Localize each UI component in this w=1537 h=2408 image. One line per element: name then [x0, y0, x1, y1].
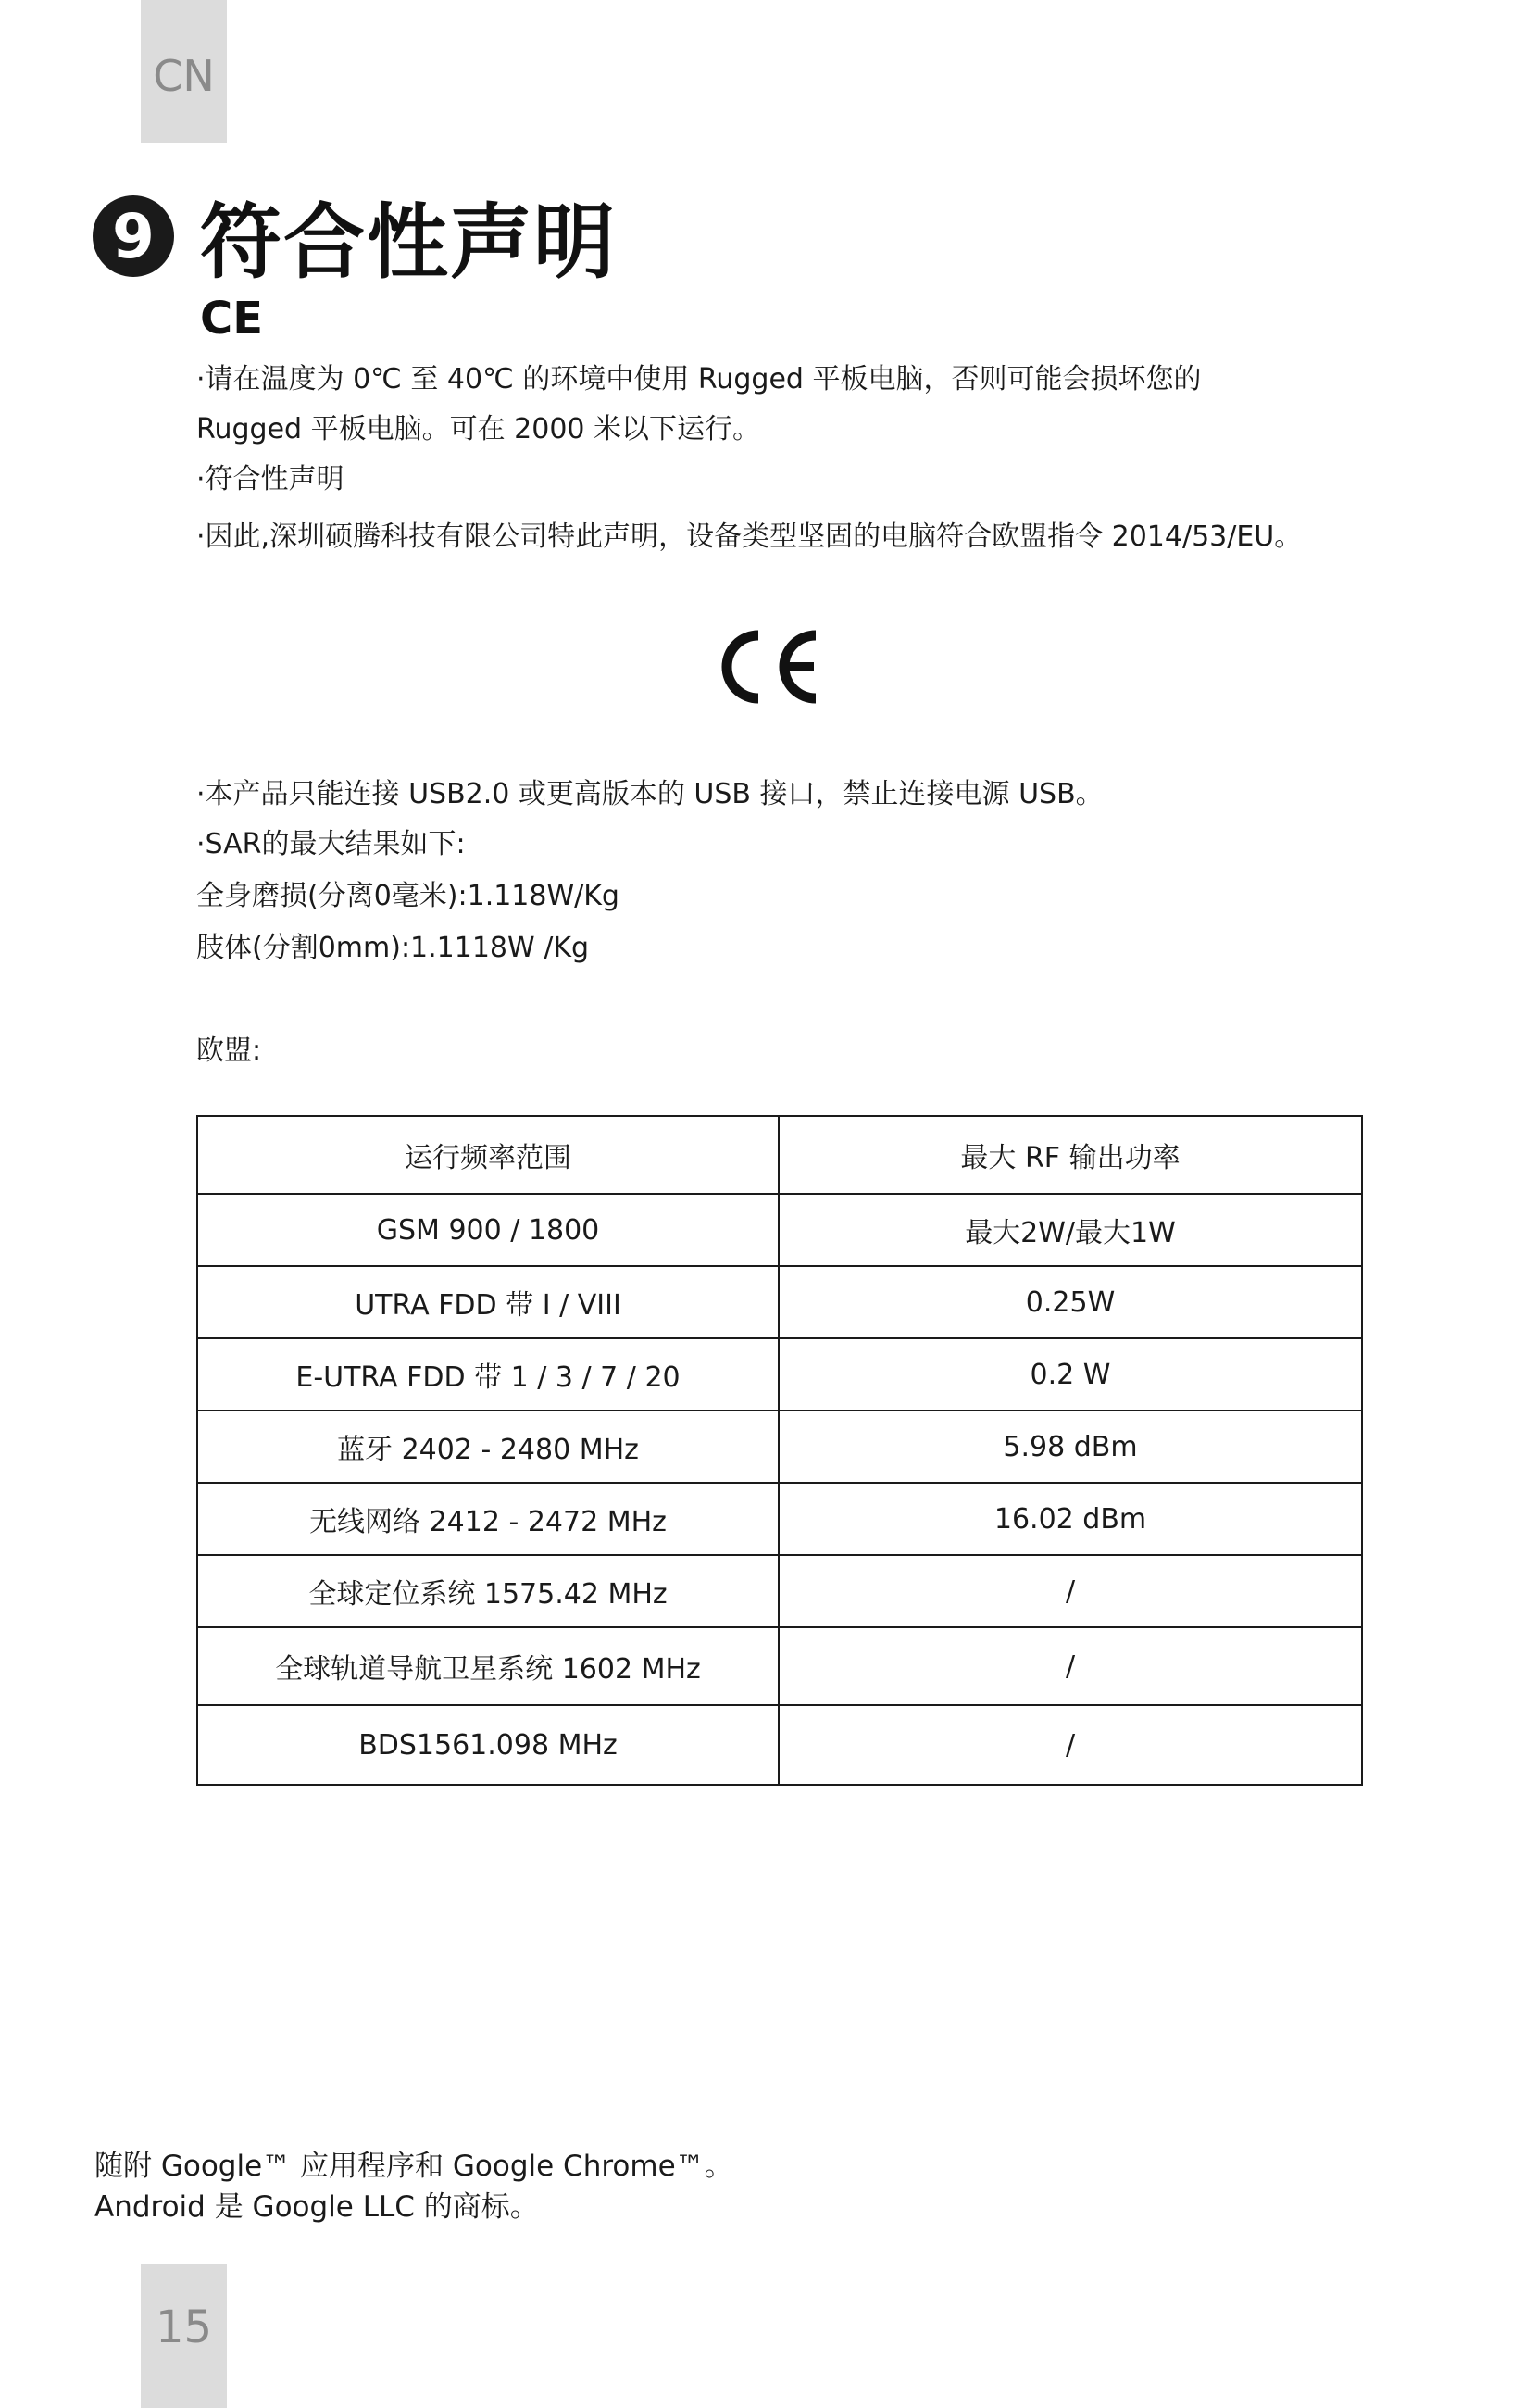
table-header-cell: 运行频率范围 — [197, 1116, 779, 1194]
page-title: 符合性声明 — [200, 194, 618, 290]
table-row — [197, 1483, 1362, 1555]
ce-mark-icon — [714, 630, 823, 708]
table-row — [197, 1411, 1362, 1483]
table-cell: 蓝牙 2402 - 2480 MHz — [197, 1411, 779, 1483]
table-cell: 16.02 dBm — [779, 1483, 1362, 1555]
page-number: 15 — [155, 2301, 213, 2353]
table-cell: BDS1561.098 MHz — [197, 1705, 779, 1785]
table-header-row — [197, 1116, 1362, 1194]
table-row — [197, 1194, 1362, 1266]
ce-subtitle: CE — [200, 293, 264, 345]
ce-line-2: Rugged 平板电脑。可在 2000 米以下运行。 — [196, 413, 761, 445]
table-cell: 0.25W — [779, 1266, 1362, 1338]
table-cell: 全球轨道导航卫星系统 1602 MHz — [197, 1627, 779, 1705]
table-cell: 最大2W/最大1W — [779, 1194, 1362, 1266]
table-row — [197, 1555, 1362, 1627]
table-cell: / — [779, 1627, 1362, 1705]
section-number-badge: 9 — [93, 195, 174, 277]
language-tab — [141, 0, 227, 143]
table-row — [197, 1266, 1362, 1338]
table-cell: GSM 900 / 1800 — [197, 1194, 779, 1266]
ce-mark-graphic — [714, 630, 823, 704]
table-header-cell: 最大 RF 输出功率 — [779, 1116, 1362, 1194]
table-cell: E-UTRA FDD 带 1 / 3 / 7 / 20 — [197, 1338, 779, 1411]
sar-limb: 肢体(分割0mm):1.1118W /Kg — [196, 932, 590, 964]
page-number-tab — [141, 2264, 227, 2408]
language-label: CN — [153, 51, 215, 101]
table-cell: / — [779, 1705, 1362, 1785]
eu-label: 欧盟: — [196, 1035, 262, 1067]
sar-body: 全身磨损(分离0毫米):1.118W/Kg — [196, 880, 619, 912]
section-heading — [93, 185, 618, 290]
table-cell: 全球定位系统 1575.42 MHz — [197, 1555, 779, 1627]
table-cell: / — [779, 1555, 1362, 1627]
footer-note-android: Android 是 Google LLC 的商标。 — [94, 2190, 539, 2224]
ce-line-1: ·请在温度为 0℃ 至 40℃ 的环境中使用 Rugged 平板电脑，否则可能会损坏您的 — [196, 363, 1202, 395]
ce-line-4: ·因此,深圳硕腾科技有限公司特此声明，设备类型坚固的电脑符合欧盟指令 2014/53/EU。 — [196, 520, 1303, 553]
footer-note-google: 随附 Google™ 应用程序和 Google Chrome™。 — [94, 2150, 733, 2183]
usb-line: ·本产品只能连接 USB2.0 或更高版本的 USB 接口，禁止连接电源 USB。 — [196, 778, 1104, 810]
table-cell: UTRA FDD 带 I / VIII — [197, 1266, 779, 1338]
table-row — [197, 1705, 1362, 1785]
rf-output-table — [196, 1115, 1363, 1786]
table-cell: 无线网络 2412 - 2472 MHz — [197, 1483, 779, 1555]
table-row — [197, 1338, 1362, 1411]
sar-heading: ·SAR的最大结果如下: — [196, 828, 466, 860]
table-cell: 5.98 dBm — [779, 1411, 1362, 1483]
ce-line-3: ·符合性声明 — [196, 463, 344, 495]
table-cell: 0.2 W — [779, 1338, 1362, 1411]
table-row — [197, 1627, 1362, 1705]
